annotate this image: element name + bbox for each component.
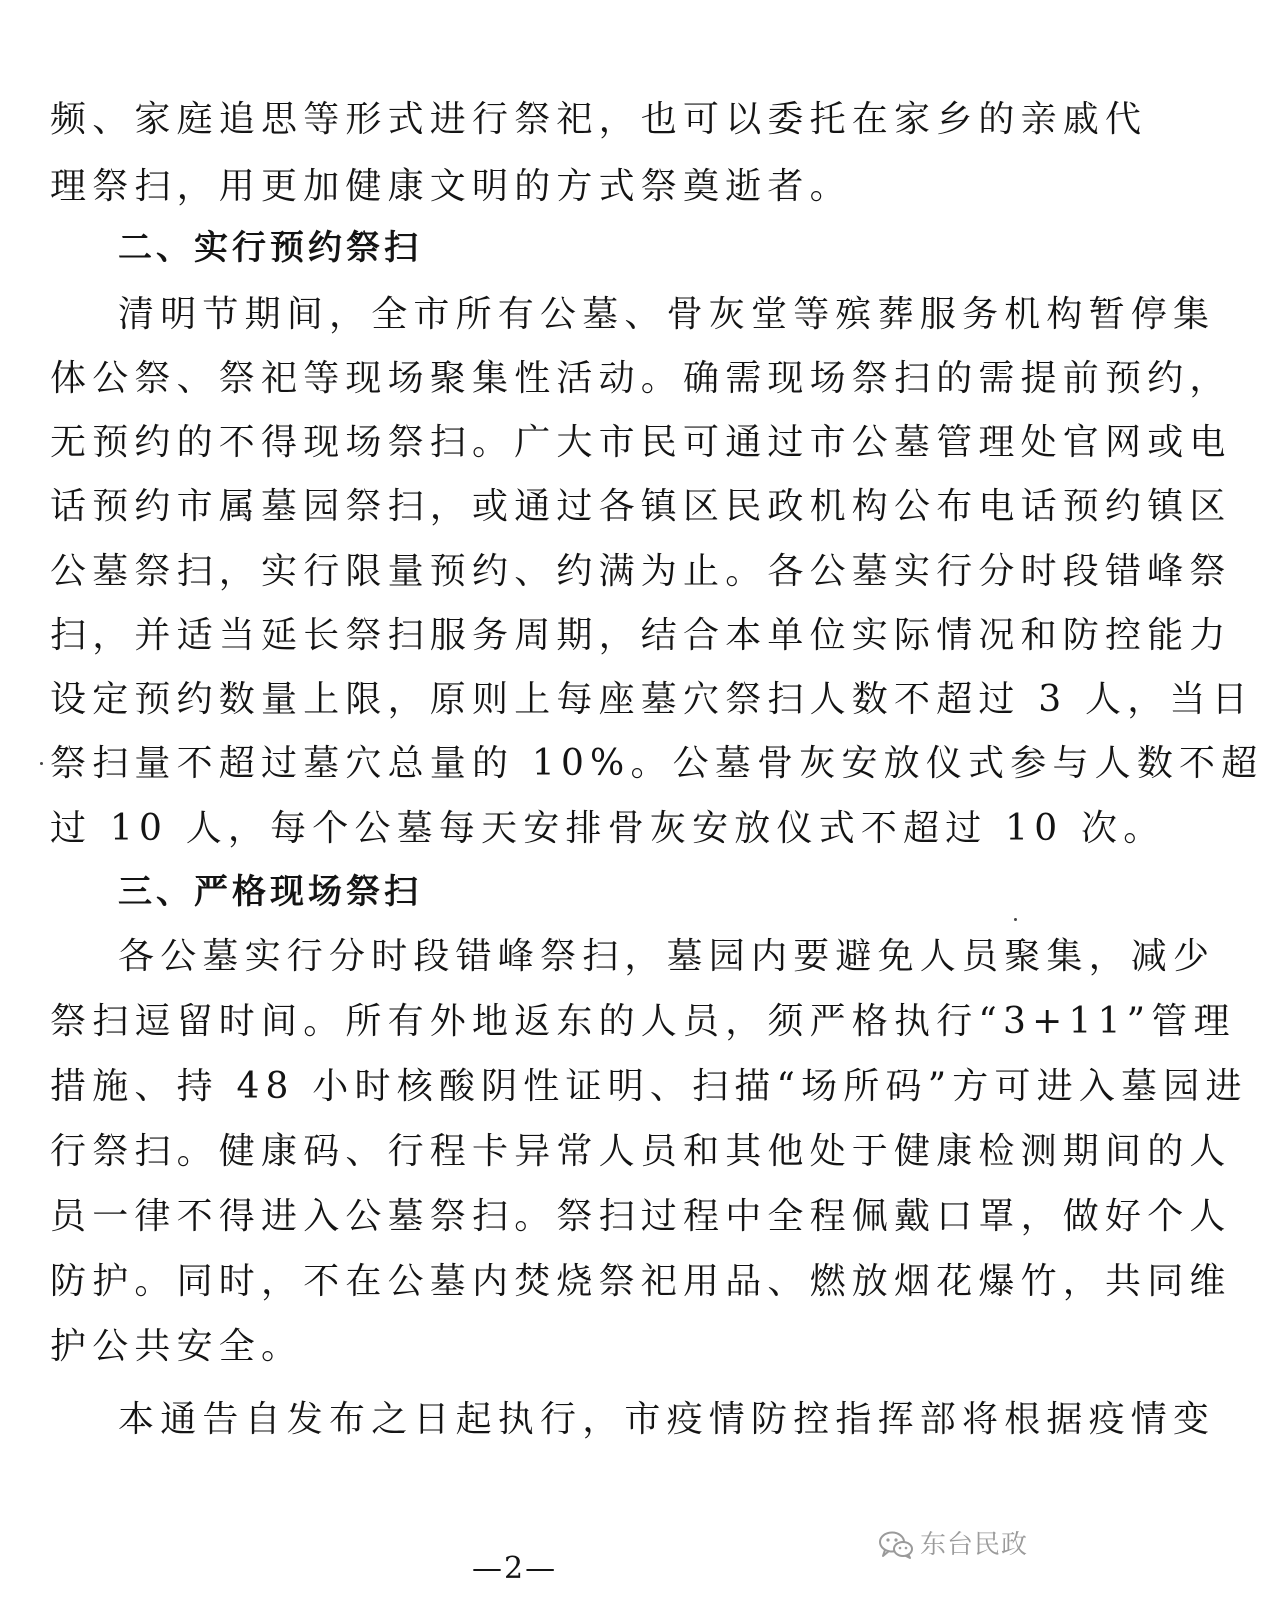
body-line: 理祭扫，用更加健康文明的方式祭奠逝者。 (50, 166, 852, 207)
wechat-icon (878, 1530, 914, 1560)
body-line: 清明节期间，全市所有公墓、骨灰堂等殡葬服务机构暂停集 (118, 294, 1216, 335)
scan-speck (40, 762, 43, 765)
scan-speck (1014, 918, 1017, 921)
body-line: 扫，并适当延长祭扫服务周期，结合本单位实际情况和防控能力 (50, 615, 1232, 656)
page-number: —2— (472, 1551, 558, 1586)
body-line: 频、家庭追思等形式进行祭祀，也可以委托在家乡的亲戚代 (50, 99, 1148, 140)
body-line: 护公共安全。 (50, 1326, 304, 1367)
body-line: 行祭扫。健康码、行程卡异常人员和其他处于健康检测期间的人 (50, 1131, 1232, 1172)
section-heading: 二、实行预约祭扫 (118, 228, 422, 268)
body-line: 祭扫量不超过墓穴总量的 10%。公墓骨灰安放仪式参与人数不超 (50, 743, 1263, 784)
body-line: 本通告自发布之日起执行，市疫情防控指挥部将根据疫情变 (118, 1399, 1216, 1440)
body-line: 措施、持 48 小时核酸阴性证明、扫描“场所码”方可进入墓园进 (50, 1066, 1248, 1107)
body-line: 无预约的不得现场祭扫。广大市民可通过市公墓管理处官网或电 (50, 422, 1232, 463)
body-line: 防护。同时，不在公墓内焚烧祭祀用品、燃放烟花爆竹，共同维 (50, 1261, 1232, 1302)
body-line: 话预约市属墓园祭扫，或通过各镇区民政机构公布电话预约镇区 (50, 486, 1232, 527)
body-line: 体公祭、祭祀等现场聚集性活动。确需现场祭扫的需提前预约， (50, 358, 1232, 399)
body-line: 祭扫逗留时间。所有外地返东的人员，须严格执行“3+11”管理 (50, 1001, 1236, 1042)
watermark-text: 东台民政 (920, 1530, 1029, 1560)
body-line: 过 10 人，每个公墓每天安排骨灰安放仪式不超过 10 次。 (50, 808, 1166, 849)
body-line: 各公墓实行分时段错峰祭扫，墓园内要避免人员聚集，减少 (118, 936, 1216, 977)
section-heading: 三、严格现场祭扫 (118, 872, 422, 912)
body-line: 公墓祭扫，实行限量预约、约满为止。各公墓实行分时段错峰祭 (50, 551, 1232, 592)
account-watermark (878, 1529, 1028, 1561)
body-line: 设定预约数量上限，原则上每座墓穴祭扫人数不超过 3 人，当日 (50, 679, 1254, 720)
body-line: 员一律不得进入公墓祭扫。祭扫过程中全程佩戴口罩，做好个人 (50, 1196, 1232, 1237)
